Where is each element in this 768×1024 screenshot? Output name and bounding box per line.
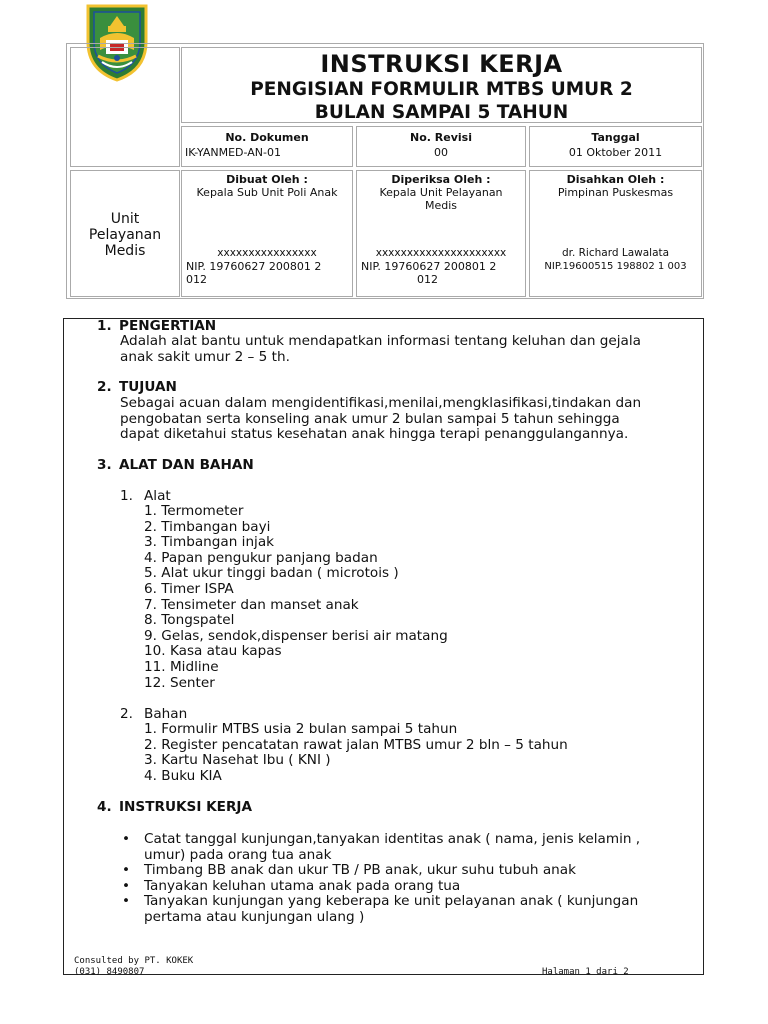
approved-by-role: Pimpinan Puskesmas (557, 186, 674, 199)
bahan-title: Bahan (144, 706, 188, 722)
prepared-by-name: xxxxxxxxxxxxxxxx (217, 247, 317, 259)
instruction-line: Tanyakan keluhan utama anak pada orang tua (144, 877, 461, 894)
bullet-icon: • (122, 862, 131, 879)
alat-list (144, 504, 448, 691)
revision-cell (356, 126, 526, 167)
list-item: 8. Tongspatel (144, 612, 235, 629)
list-item: 6. Timer ISPA (144, 580, 234, 597)
section-2-number: 2. (97, 379, 112, 395)
list-item: 1. Formulir MTBS usia 2 bulan sampai 5 tahun (144, 721, 458, 737)
page-footer (74, 956, 193, 978)
consultant-phone: (031) 8490807 (74, 967, 145, 977)
date-label: Tanggal (591, 131, 640, 144)
list-item: 12. Senter (144, 674, 215, 691)
revision-label: No. Revisi (410, 131, 472, 144)
prepared-by-nip-line-2: 012 (186, 273, 207, 286)
page-number: Halaman 1 dari 2 (542, 967, 629, 977)
date-cell (529, 126, 702, 167)
section-3-heading (97, 458, 254, 474)
consultant-text: Consulted by PT. KOKEK (74, 956, 194, 966)
date-value: 01 Oktober 2011 (568, 146, 663, 159)
section-2-text (120, 396, 680, 443)
list-item: 1. Termometer (144, 503, 244, 519)
document-title: INSTRUKSI KERJA (320, 50, 563, 78)
list-item: 3. Kartu Nasehat Ibu ( KNI ) (144, 752, 331, 769)
section-2-title: TUJUAN (119, 379, 177, 395)
unit-cell (70, 170, 180, 297)
section-4-heading (97, 800, 252, 816)
section-3-title: ALAT DAN BAHAN (119, 457, 254, 473)
list-item: 5. Alat ukur tinggi badan ( microtois ) (144, 565, 399, 582)
title-cell (181, 47, 702, 123)
section-1-text (120, 334, 680, 365)
logo-cell (70, 47, 180, 167)
list-item: 4. Buku KIA (144, 767, 222, 784)
instruction-item (120, 832, 700, 863)
checked-by-nip-line-2: 012 (417, 273, 438, 286)
prepared-by-cell (181, 170, 353, 297)
approved-by-name: dr. Richard Lawalata (561, 247, 670, 259)
bullet-icon: • (122, 831, 131, 847)
instruction-line: pertama atau kunjungan ulang ) (144, 908, 365, 925)
list-item: 10. Kasa atau kapas (144, 643, 282, 660)
section-1-line: anak sakit umur 2 – 5 th. (120, 348, 290, 365)
prepared-by-title: Dibuat Oleh : (226, 173, 308, 186)
section-2-line: pengobatan serta konseling anak umur 2 bulan sampai 5 tahun sehingga (120, 410, 620, 427)
instruction-item (120, 863, 700, 879)
prepared-by-nip-line-1: NIP. 19760627 200801 2 (186, 260, 322, 273)
doc-number-label: No. Dokumen (225, 131, 309, 144)
checked-by-role-line-1: Kepala Unit Pelayanan (379, 186, 503, 199)
document-subtitle-line-2: BULAN SAMPAI 5 TAHUN (314, 102, 569, 123)
unit-line-2: Pelayanan (88, 227, 162, 243)
section-4-title: INSTRUKSI KERJA (119, 799, 252, 815)
bahan-number: 2. (120, 706, 133, 722)
section-2-line: dapat diketahui status kesehatan anak hingga terapi penanggulangannya. (120, 426, 629, 443)
section-2-heading (97, 380, 177, 396)
section-1-line: Adalah alat bantu untuk mendapatkan informasi tentang keluhan dan gejala (120, 333, 641, 349)
list-item: 4. Papan pengukur panjang badan (144, 549, 378, 566)
prepared-by-role: Kepala Sub Unit Poli Anak (196, 186, 338, 199)
instruction-line: umur) pada orang tua anak (144, 846, 332, 863)
bahan-list (144, 722, 568, 784)
checked-by-role-line-2: Medis (424, 199, 458, 212)
unit-line-1: Unit (110, 211, 140, 227)
document-body (63, 318, 704, 975)
instruction-list (120, 832, 700, 926)
list-item: 3. Timbangan injak (144, 534, 275, 551)
checked-by-nip-line-1: NIP. 19760627 200801 2 (361, 260, 497, 273)
instruction-item (120, 879, 700, 895)
checked-by-name: xxxxxxxxxxxxxxxxxxxxx (375, 247, 507, 259)
instruction-line: Catat tanggal kunjungan,tanyakan identitas anak ( nama, jenis kelamin , (144, 831, 641, 847)
doc-number-value: IK-YANMED-AN-01 (185, 146, 281, 159)
list-item: 2. Register pencatatan rawat jalan MTBS umur 2 bln – 5 tahun (144, 736, 568, 753)
instruction-item (120, 894, 700, 925)
list-item: 11. Midline (144, 658, 219, 675)
checked-by-cell (356, 170, 526, 297)
list-item: 2. Timbangan bayi (144, 518, 271, 535)
section-4-number: 4. (97, 799, 112, 815)
unit-line-3: Medis (104, 243, 146, 259)
bullet-icon: • (122, 877, 131, 894)
document-subtitle-line-1: PENGISIAN FORMULIR MTBS UMUR 2 (250, 79, 633, 100)
instruction-line: Timbang BB anak dan ukur TB / PB anak, ukur suhu tubuh anak (144, 862, 576, 879)
unit-name (71, 211, 179, 259)
approved-by-cell (529, 170, 702, 297)
doc-number-cell (181, 126, 353, 167)
section-1-number: 1. (97, 318, 112, 334)
section-3-number: 3. (97, 457, 112, 473)
bullet-icon: • (122, 893, 131, 910)
section-1-title: PENGERTIAN (119, 318, 217, 334)
instruction-line: Tanyakan kunjungan yang keberapa ke unit pelayanan anak ( kunjungan (144, 893, 639, 910)
list-item: 7. Tensimeter dan manset anak (144, 596, 359, 613)
approved-by-nip: NIP.19600515 198802 1 003 (544, 261, 687, 272)
document-header-table (66, 43, 704, 299)
checked-by-title: Diperiksa Oleh : (391, 173, 491, 186)
approved-by-title: Disahkan Oleh : (566, 173, 665, 186)
alat-title: Alat (144, 488, 171, 504)
list-item: 9. Gelas, sendok,dispenser berisi air matang (144, 627, 448, 644)
section-2-line: Sebagai acuan dalam mengidentifikasi,menilai,mengklasifikasi,tindakan dan (120, 395, 642, 411)
alat-number: 1. (120, 488, 133, 504)
revision-value: 00 (434, 146, 448, 159)
